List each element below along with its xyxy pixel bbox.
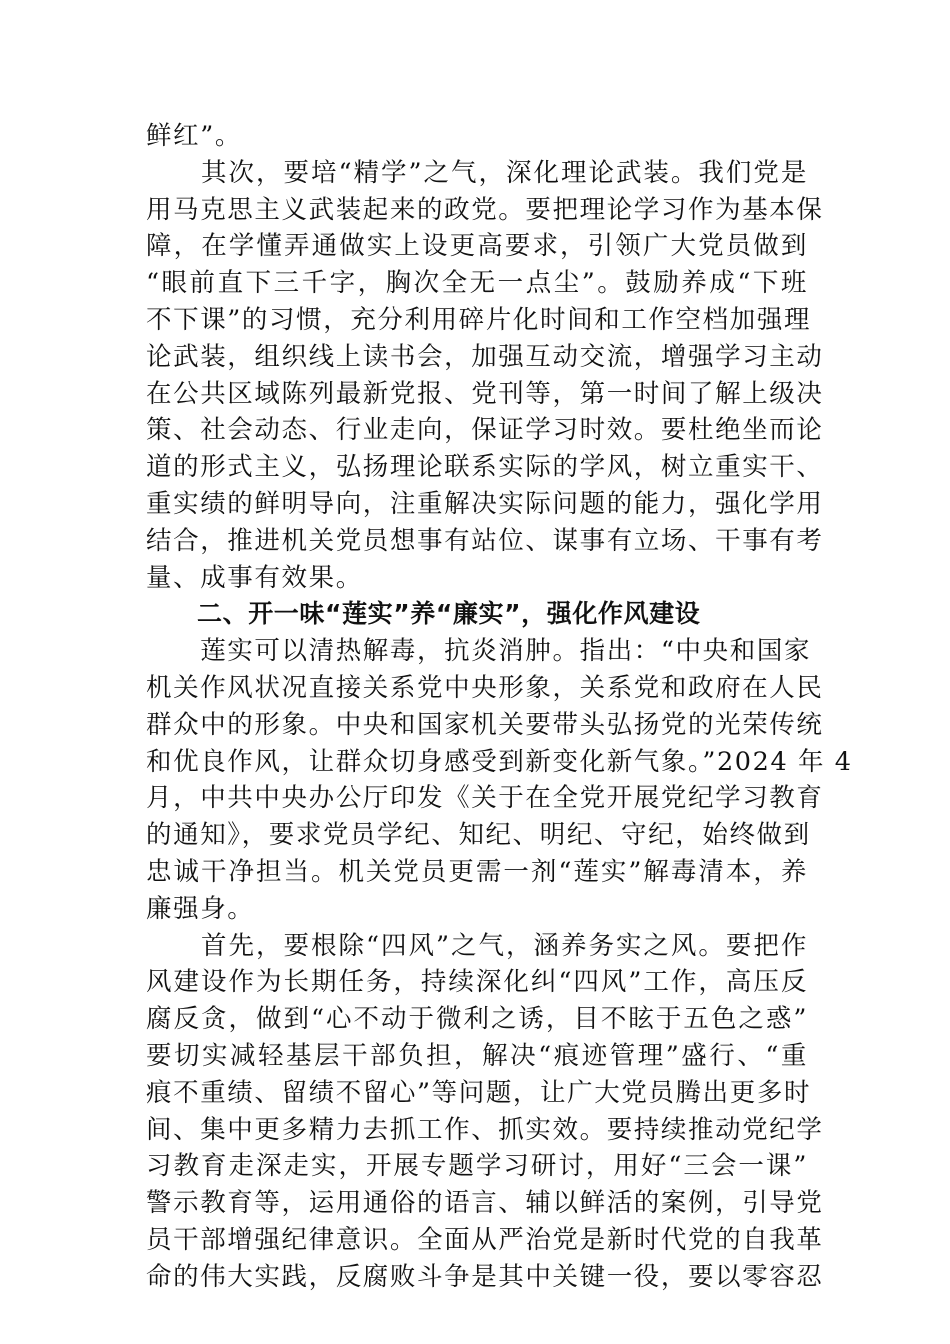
text-line: 群众中的形象。中央和国家机关要带头弘扬党的光荣传统 (146, 709, 824, 740)
document-body (146, 118, 853, 1296)
text-line: 和优良作风，让群众切身感受到新变化新气象。”2024 年 4 (146, 746, 853, 777)
text-line: 间、集中更多精力去抓工作、抓实效。要持续推动党纪学 (146, 1114, 824, 1145)
section-heading: 二、开一味“莲实”养“廉实”，强化作风建设 (197, 599, 701, 629)
text-line: 鲜红”。 (146, 121, 242, 151)
text-line: 痕不重绩、留绩不留心”等问题，让广大党员腾出更多时 (146, 1077, 812, 1108)
text-line: 重实绩的鲜明导向，注重解决实际问题的能力，强化学用 (146, 488, 824, 519)
text-line: 论武装，组织线上读书会，加强互动交流，增强学习主动 (146, 341, 824, 372)
text-line: 不下课”的习惯，充分利用碎片化时间和工作空档加强理 (146, 304, 812, 335)
paragraph-first-line: 其次，要培“精学”之气，深化理论武装。我们党是 (146, 157, 808, 188)
text-line: 廉强身。 (146, 893, 255, 924)
text-line: “眼前直下三千字，胸次全无一点尘”。鼓励养成“下班 (146, 268, 808, 299)
text-line: 习教育走深走实，开展专题学习研讨，用好“三会一课” (146, 1151, 808, 1182)
text-line: 结合，推进机关党员想事有站位、谋事有立场、干事有考 (146, 525, 824, 556)
text-line: 员干部增强纪律意识。全面从严治党是新时代党的自我革 (146, 1224, 824, 1255)
paragraph-first-line: 首先，要根除“四风”之气，涵养务实之风。要把作 (146, 930, 808, 961)
text-line: 策、社会动态、行业走向，保证学习时效。要杜绝坐而论 (146, 415, 824, 446)
text-line: 命的伟大实践，反腐败斗争是其中关键一役，要以零容忍 (146, 1261, 824, 1292)
text-line: 警示教育等，运用通俗的语言、辅以鲜活的案例，引导党 (146, 1188, 824, 1219)
text-line: 腐反贪，做到“心不动于微利之诱，目不眩于五色之惑” (146, 1004, 808, 1035)
text-line: 在公共区域陈列最新党报、党刊等，第一时间了解上级决 (146, 378, 824, 409)
text-line: 用马克思主义武装起来的政党。要把理论学习作为基本保 (146, 194, 824, 225)
text-line: 的通知》，要求党员学纪、知纪、明纪、守纪，始终做到 (146, 820, 811, 851)
text-line: 道的形式主义，弘扬理论联系实际的学风，树立重实干、 (146, 452, 824, 483)
text-line: 机关作风状况直接关系党中央形象，关系党和政府在人民 (146, 672, 824, 703)
text-line: 风建设作为长期任务，持续深化纠“四风”工作，高压反 (146, 967, 808, 998)
paragraph-first-line: 莲实可以清热解毒，抗炎消肿。指出：“中央和国家 (146, 636, 812, 667)
text-line: 忠诚干净担当。机关党员更需一剂“莲实”解毒清本，养 (146, 856, 808, 887)
text-line: 要切实减轻基层干部负担，解决“痕迹管理”盛行、“重 (146, 1040, 808, 1071)
text-line: 月，中共中央办公厅印发《关于在全党开展党纪学习教育 (146, 783, 824, 814)
text-line: 障，在学懂弄通做实上设更高要求，引领广大党员做到 (146, 231, 808, 262)
text-line: 量、成事有效果。 (146, 562, 363, 593)
